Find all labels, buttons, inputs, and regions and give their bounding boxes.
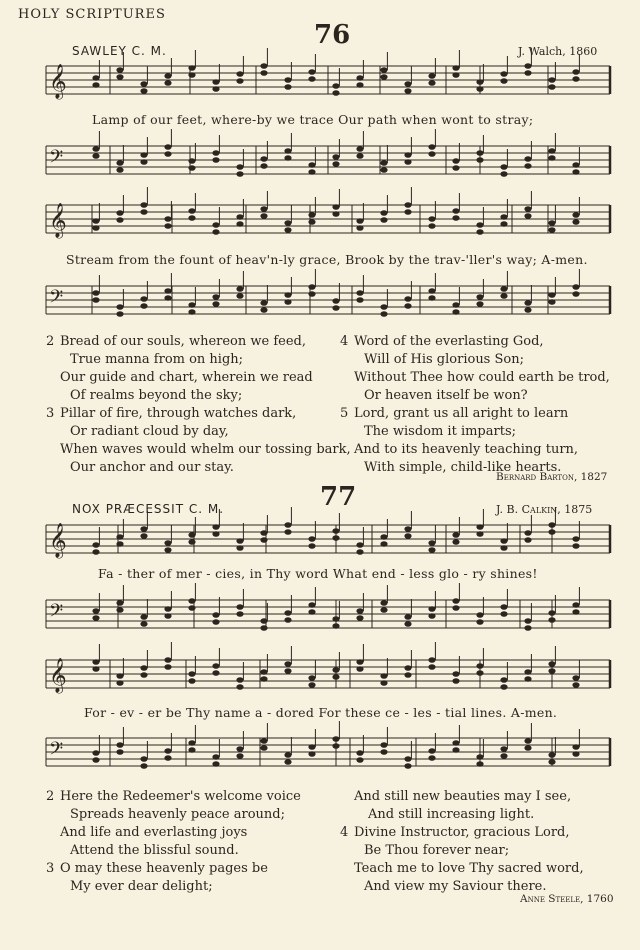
svg-text:𝄢: 𝄢 (49, 287, 64, 312)
verse-block: 2 Bread of our souls, whereon we feed, True manna from on high; Our guide and chart, wherein we read Of realms beyond the sky; (46, 334, 313, 403)
verse-block: 2 Here the Redeemer's welcome voice Spreads heavenly peace around; And life and everlasting joys Attend the blissful sound. (46, 789, 301, 858)
tune-name: NOX PRÆCESSIT C. M. (72, 502, 225, 516)
svg-text:𝄞: 𝄞 (49, 658, 67, 693)
hymn-number: 76 (314, 20, 351, 50)
lyric-line: For - ev - er be Thy name a - dored For these ce - les - tial lines. A-men. (84, 705, 558, 720)
author-credit: Anne Steele, 1760 (520, 893, 614, 905)
hymn-number: 77 (320, 482, 357, 512)
lyric-line: Fa - ther of mer - cies, in Thy word What end - less glo - ry shines! (98, 566, 538, 581)
lyric-line: Stream from the fount of heav'n-ly grace, Brook by the trav-'ller's way; A-men. (66, 252, 588, 267)
verse-block: 4 Divine Instructor, gracious Lord, Be Thou forever near; Teach me to love Thy sacred word, And view my Saviour there. (340, 825, 584, 894)
verse-block: 3 Pillar of fire, through watches dark, Or radiant cloud by day, When waves would whelm our tossing bark, Our anchor and our stay. (46, 406, 351, 475)
author-credit: Bernard Barton, 1827 (496, 471, 608, 483)
verse-block: 3 O may these heavenly pages be My ever dear delight; (46, 861, 268, 894)
page-header: HOLY SCRIPTURES (18, 7, 166, 22)
verse-block: 5 Lord, grant us all aright to learn The wisdom it imparts; And to its heavenly teaching turn, With simple, child-like hearts. (340, 406, 579, 475)
lyric-line: Lamp of our feet, where-by we trace Our path when wont to stray; (92, 112, 534, 127)
svg-text:𝄢: 𝄢 (49, 601, 64, 626)
tune-name: SAWLEY C. M. (72, 44, 167, 58)
svg-text:𝄞: 𝄞 (49, 523, 67, 558)
svg-text:𝄢: 𝄢 (49, 739, 64, 764)
svg-text:𝄞: 𝄞 (49, 203, 67, 238)
svg-text:𝄢: 𝄢 (49, 147, 64, 172)
verse-block: 4 Word of the everlasting God, Will of His glorious Son; Without Thee how could earth be trod, Or heaven itself be won? (340, 334, 610, 403)
composer-credit: J. Walch, 1860 (518, 45, 598, 58)
verse-block: And still new beauties may I see, And still increasing light. (354, 789, 572, 822)
composer-credit: J. B. Calkin, 1875 (496, 503, 593, 516)
svg-text:𝄞: 𝄞 (49, 64, 67, 99)
